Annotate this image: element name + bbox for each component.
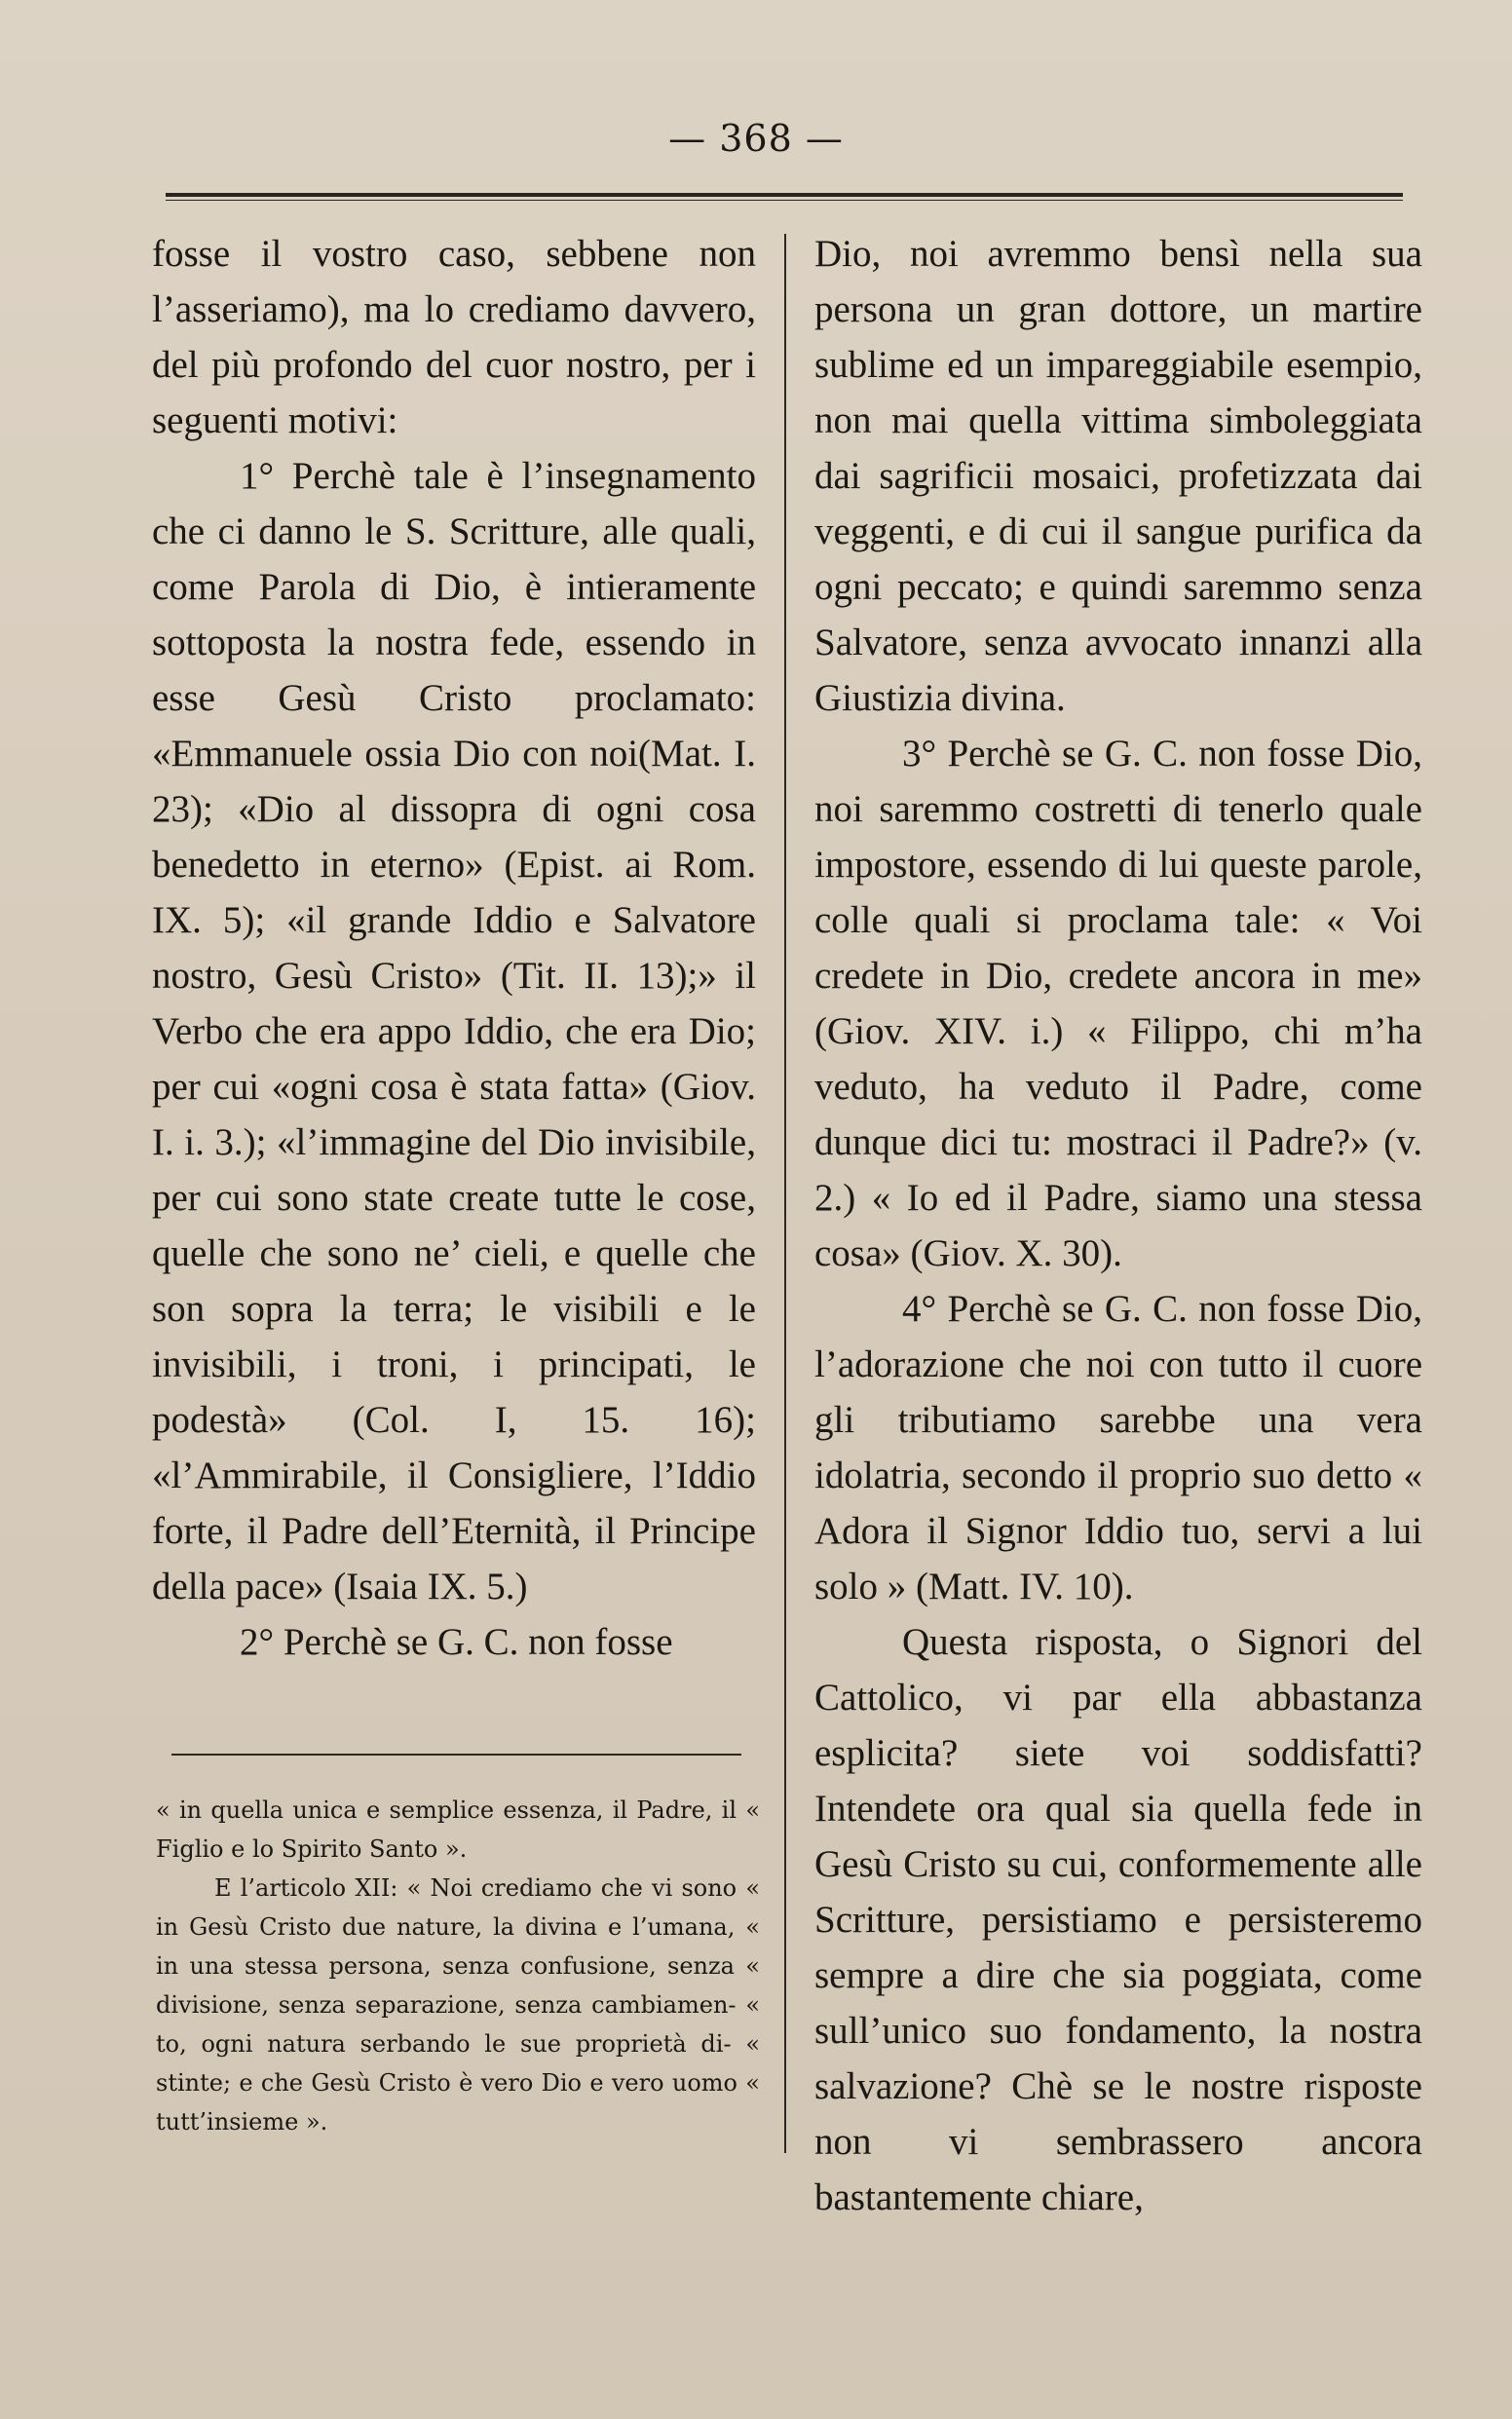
footnote-2: E l’articolo XII: « Noi crediamo che vi sono « in Gesù Cristo due nature, la divina e l’umana, « in una stessa persona, senza confusione, senza « divisione, senza separazione, senza cambiamen- « to, ogni natura serbando le sue proprietà di- « stinte; e che Gesù Cristo è vero Dio e vero uomo « tutt’insieme ». [156, 1874, 760, 2136]
right-paragraph-4: Questa risposta, o Signori del Cattolico, vi par ella abbastanza esplicita? siete voi soddisfatti? Intendete ora qual sia quella fede in Gesù Cristo su cui, conformemente alle Scritture, persistiamo e persisteremo sempre a dire che sia poggiata, come sull’unico suo fondamento, la nostra salvazione? Chè se le nostre risposte non vi sembrassero ancora bastantemente chiare, [814, 1621, 1422, 2218]
left-paragraph-2: 1° Perchè tale è l’insegnamento che ci danno le S. Scritture, alle quali, come Parola di Dio, è intieramente sottoposta la nostra fede, essendo in esse Gesù Cristo proclamato: «Emmanuele ossia Dio con noi(Mat. I. 23); «Dio al dissopra di ogni cosa benedetto in eterno» (Epist. ai Rom. IX. 5); «il grande Iddio e Salvatore nostro, Gesù Cristo» (Tit. II. 13);» il Verbo che era appo Iddio, che era Dio; per cui «ogni cosa è stata fatta» (Giov. I. i. 3.); «l’immagine del Dio invisibile, per cui sono state create tutte le cose, quelle che sono ne’ cieli, e quelle che son sopra la terra; le visibili e le invisibili, i troni, i principati, le podestà» (Col. I, 15. 16); «l’Ammirabile, il Consigliere, l’Iddio forte, il Padre dell’Eternità, il Principe della pace» (Isaia IX. 5.) [152, 455, 756, 1607]
footnotes [156, 1791, 760, 2141]
page-number: — 368 — [668, 117, 844, 160]
column-divider [784, 234, 786, 2153]
footnote-1: « in quella unica e semplice essenza, il Padre, il « Figlio e lo Spirito Santo ». [156, 1796, 760, 1863]
left-column [152, 226, 756, 1670]
left-paragraph-3: 2° Perchè se G. C. non fosse [240, 1621, 673, 1663]
right-paragraph-2: 3° Perchè se G. C. non fosse Dio, noi saremmo costretti di tenerlo quale impostore, essendo di lui queste parole, colle quali si proclama tale: « Voi credete in Dio, credete ancora in me» (Giov. XIV. i.) « Filippo, chi m’ha veduto, ha veduto il Padre, come dunque dici tu: mostraci il Padre?» (v. 2.) « Io ed il Padre, siamo una stessa cosa» (Giov. X. 30). [814, 733, 1422, 1274]
footnote-rule [171, 1754, 741, 1756]
header-rule [166, 193, 1403, 201]
right-column [814, 226, 1422, 2225]
left-paragraph-1: fosse il vostro caso, sebbene non l’asseriamo), ma lo crediamo davvero, del più profondo del cuor nostro, per i seguenti motivi: [152, 233, 756, 441]
right-paragraph-1: Dio, noi avremmo bensì nella sua persona un gran dottore, un martire sublime ed un impareggiabile esempio, non mai quella vittima simboleggiata dai sagrificii mosaici, profetizzata dai veggenti, e di cui il sangue purifica da ogni peccato; e quindi saremmo senza Salvatore, senza avvocato innanzi alla Giustizia divina. [814, 233, 1422, 719]
right-paragraph-3: 4° Perchè se G. C. non fosse Dio, l’adorazione che noi con tutto il cuore gli tributiamo sarebbe una vera idolatria, secondo il proprio suo detto « Adora il Signor Iddio tuo, servi a lui solo » (Matt. IV. 10). [814, 1288, 1422, 1607]
